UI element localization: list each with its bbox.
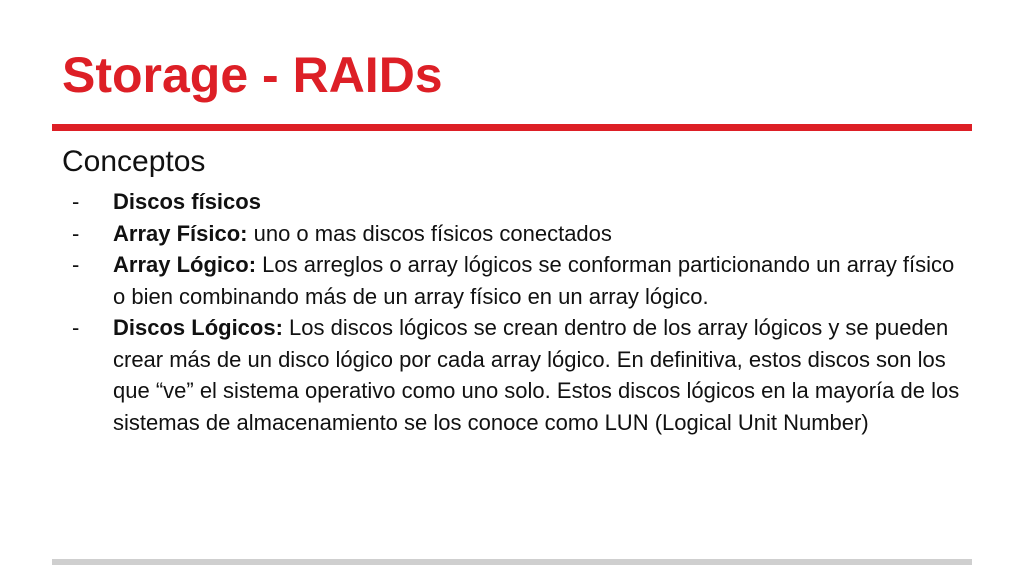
bullet-term: Discos Lógicos: — [113, 315, 283, 340]
bullet-text — [113, 312, 972, 438]
bullet-description: Los discos lógicos se crean dentro de los array lógicos y se pueden crear más de un disco lógico por cada array lógico. En definitiva, estos discos son los que “ve” el sistema operativo como uno solo. Estos discos lógicos en la mayoría de los sistemas de almacenamiento se los conoce como LUN (Logical Unit Number) — [113, 315, 960, 435]
bullet-marker: - — [72, 252, 80, 277]
section-heading: Conceptos — [62, 145, 206, 178]
list-item — [72, 218, 972, 250]
bullet-text — [113, 186, 972, 218]
slide-title: Storage - RAIDs — [62, 47, 443, 103]
bullet-marker: - — [72, 220, 80, 246]
bullet-marker: - — [72, 189, 80, 214]
footer-bar — [52, 559, 972, 565]
bullet-description: Los arreglos o array lógicos se conforman particionando un array físico o bien combinando más de un array físico en un array lógico. — [113, 252, 955, 309]
bullet-term: Array Lógico: — [113, 252, 257, 277]
list-item — [72, 186, 972, 218]
bullet-term: Discos físicos — [113, 189, 261, 214]
title-underline — [52, 124, 972, 131]
bullet-term: Array Físico: — [113, 220, 248, 246]
list-item — [72, 249, 972, 312]
bullet-description: uno o mas discos físicos conectados — [247, 220, 612, 246]
bullet-text — [113, 249, 972, 312]
concept-list — [72, 186, 972, 438]
bullet-marker: - — [72, 315, 80, 340]
list-item — [72, 312, 972, 438]
bullet-text — [113, 218, 972, 250]
